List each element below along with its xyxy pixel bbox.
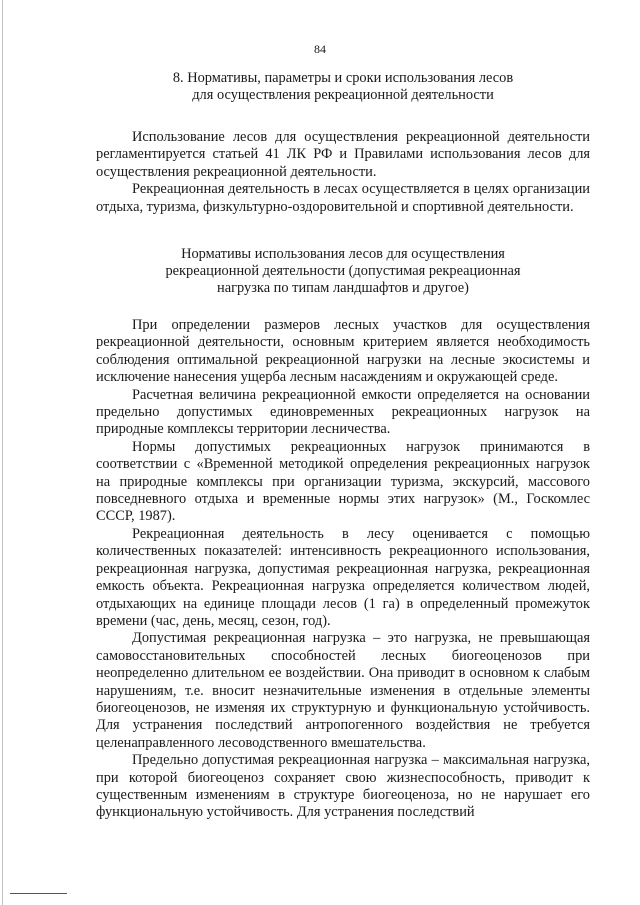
subsection-body xyxy=(96,317,590,822)
section-title-line: 8. Нормативы, параметры и сроки использования лесов xyxy=(172,70,514,86)
subsection-title-line: нагрузка по типам ландшафтов и другое) xyxy=(217,280,469,296)
paragraph: Расчетная величина рекреационной емкости определяется на основании предельно допустимых единовременных рекреационных нагрузок на природные комплексы территории лесничества. xyxy=(96,386,590,438)
paragraph: При определении размеров лесных участков для осуществления рекреационной деятельности, основным критерием является необходимость соблюдения оптимальной рекреационной нагрузки на лесные экосистемы и исключение нанесения ущерба лесным насаждениям и окружающей среде. xyxy=(96,317,590,386)
section-title xyxy=(96,70,590,104)
subsection-title xyxy=(96,246,590,297)
paragraph: Нормы допустимых рекреационных нагрузок принимаются в соответствии с «Временной методикой определения рекреационных нагрузок на природные комплексы при организации туризма, экскурсий, массового повседневного отдыха и временные нормы этих нагрузок» (М., Госкомлес СССР, 1987). xyxy=(96,438,590,525)
subsection-title-line: Нормативы использования лесов для осуществления xyxy=(181,246,505,262)
page-number: 84 xyxy=(314,42,326,56)
paragraph: Допустимая рекреационная нагрузка – это нагрузка, не превышающая самовосстановительных способностей лесных биогеоценозов при неопределенно длительном ее воздействии. Она приводит в основном к слабым нарушениям, т.е. вносит незначительные изменения в отдельные элементы биогеоценозов, не изменяя их структурную и функциональную устойчивость. Для устранения последствий антропогенного воздействия не требуется целенаправленного лесоводственного вмешательства. xyxy=(96,630,590,751)
paragraph: Рекреационная деятельность в лесах осуществляется в целях организации отдыха, туризма, физкультурно-оздоровительной и спортивной деятельности. xyxy=(96,181,590,215)
section-title-line: для осуществления рекреационной деятельности xyxy=(192,87,494,103)
paragraph: Предельно допустимая рекреационная нагрузка – максимальная нагрузка, при которой биогеоценоз сохраняет свою жизнеспособность, приводит к существенным изменениям в структуре биогеоценоза, но не нарушает его функциональную устойчивость. Для устранения последствий xyxy=(96,752,590,821)
paragraph: Рекреационная деятельность в лесу оценивается с помощью количественных показателей: интенсивность рекреационного использования, рекреационная нагрузка, допустимая рекреационная нагрузка, рекреационная емкость объекта. Рекреационная нагрузка определяется количеством людей, отдыхающих на единице площади лесов (1 га) в определенный промежуток времени (час, день, месяц, сезон, год). xyxy=(96,525,590,629)
subsection-title-line: рекреационной деятельности (допустимая рекреационная xyxy=(165,263,521,279)
paragraph: Использование лесов для осуществления рекреационной деятельности регламентируется статьей 41 ЛК РФ и Правилами использования лесов для осуществления рекреационной деятельности. xyxy=(96,129,590,180)
section-body xyxy=(96,129,590,216)
scan-margin-line xyxy=(2,0,3,905)
footnote-separator xyxy=(10,893,67,894)
